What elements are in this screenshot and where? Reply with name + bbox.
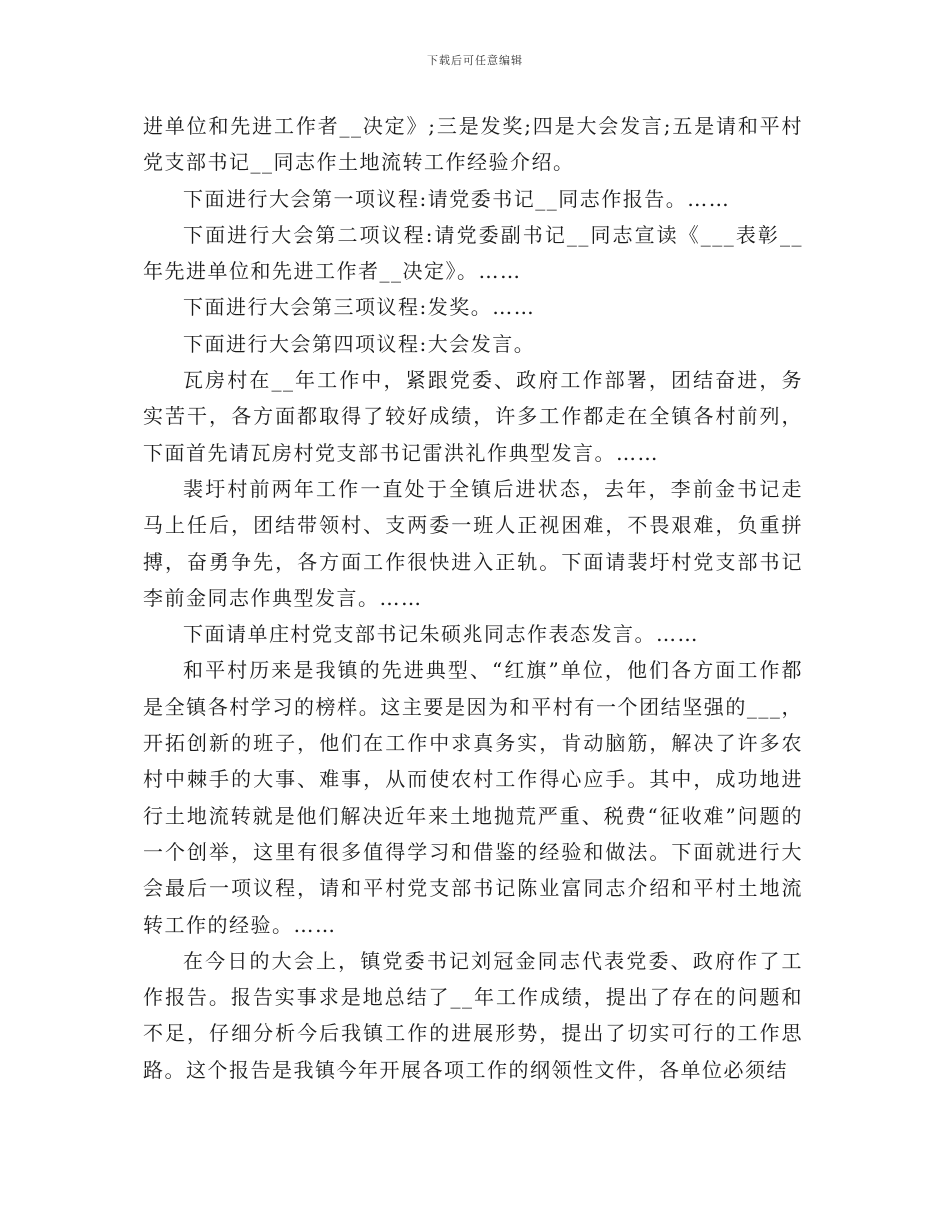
paragraph-3: 下面进行大会第二项议程:请党委副书记__同志宣读《___表彰__年先进单位和先进工作者__决定》。…… (143, 222, 803, 284)
document-body (143, 108, 803, 1088)
paragraph-5: 下面进行大会第四项议程:大会发言。 (183, 331, 536, 356)
paragraph-8: 下面请单庄村党支部书记朱硕兆同志作表态发言。…… (183, 622, 699, 647)
page-header: 下载后可任意编辑 (427, 54, 523, 67)
paragraph-7: 裴圩村前两年工作一直处于全镇后进状态，去年，李前金书记走马上任后，团结带领村、支两委一班人正视困难，不畏艰难，负重拼搏，奋勇争先，各方面工作很快进入正轨。下面请裴圩村党支部书记李前金同志作典型发言。…… (143, 476, 803, 610)
paragraph-1: 进单位和先进工作者__决定》;三是发奖;四是大会发言;五是请和平村党支部书记__同志作土地流转工作经验介绍。 (143, 114, 803, 175)
paragraph-2: 下面进行大会第一项议程:请党委书记__同志作报告。…… (183, 186, 731, 211)
paragraph-10: 在今日的大会上，镇党委书记刘冠金同志代表党委、政府作了工作报告。报告实事求是地总结了__年工作成绩，提出了存在的问题和不足，仔细分析今后我镇工作的进展形势，提出了切实可行的工作思路。这个报告是我镇今年开展各项工作的纲领性文件，各单位必须结 (143, 948, 803, 1082)
paragraph-6: 瓦房村在__年工作中，紧跟党委、政府工作部署，团结奋进，务实苦干，各方面都取得了较好成绩，许多工作都走在全镇各村前列，下面首先请瓦房村党支部书记雷洪礼作典型发言。…… (143, 368, 803, 465)
paragraph-4: 下面进行大会第三项议程:发奖。…… (183, 295, 536, 320)
paragraph-9: 和平村历来是我镇的先进典型、“红旗”单位，他们各方面工作都是全镇各村学习的榜样。这主要是因为和平村有一个团结坚强的___，开拓创新的班子，他们在工作中求真务实，肯动脑筋，解决了许多农村中棘手的大事、难事，从而使农村工作得心应手。其中，成功地进行土地流转就是他们解决近年来土地抛荒严重、税费“征收难”问题的一个创举，这里有很多值得学习和借鉴的经验和做法。下面就进行大会最后一项议程，请和平村党支部书记陈业富同志介绍和平村土地流转工作的经验。…… (143, 658, 803, 937)
